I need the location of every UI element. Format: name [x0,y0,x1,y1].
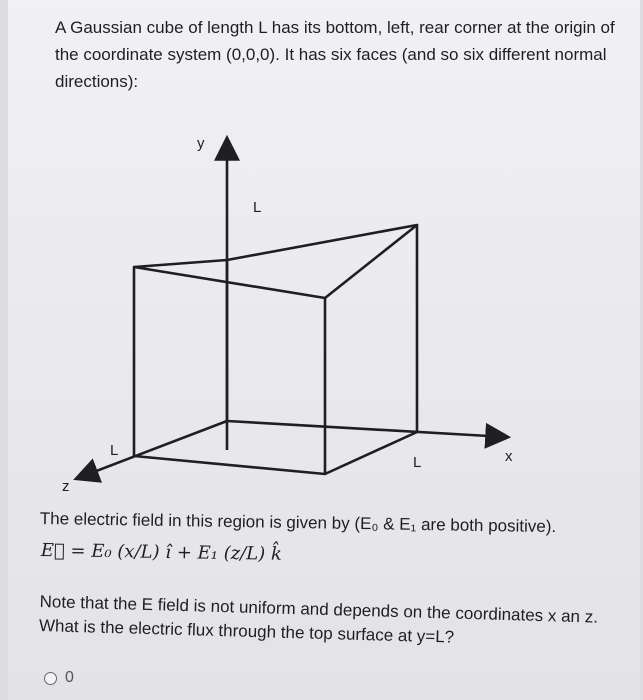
answer-option-label: 0 [65,669,74,686]
cube-front-face [134,267,325,474]
question-card [8,0,640,700]
radio-button[interactable] [44,672,57,685]
z-axis-label: z [62,478,70,495]
cube-edge-top-right [325,225,417,298]
question-intro: A Gaussian cube of length L has its bottom, left, rear corner at the origin of the coordinate system (0,0,0). It has six faces (and so six different normal directions): [55,18,615,91]
field-equation: E⃗ = E₀ (x/L) î + E₁ (z/L) k̂ [40,540,282,565]
z-axis [78,421,227,478]
edge-label-x: L [413,454,422,471]
y-axis-label: y [197,135,205,152]
edge-label-z: L [110,442,119,459]
x-axis-label: x [505,448,513,465]
field-description: The electric field in this region is given by (E₀ & E₁ are both positive). [39,508,557,537]
cube-edge-top-left [134,260,227,267]
question-note: Note that the E field is not uniform and depends on the coordinates x an z. What is the electric flux through the top surface at y=L? [38,591,599,647]
gaussian-cube-diagram [8,0,640,510]
cube-back-face [227,225,417,432]
x-axis [227,421,506,437]
answer-option[interactable] [44,669,74,687]
cube-edge-bottom-right [325,432,417,474]
edge-label-vertical: L [253,199,262,216]
